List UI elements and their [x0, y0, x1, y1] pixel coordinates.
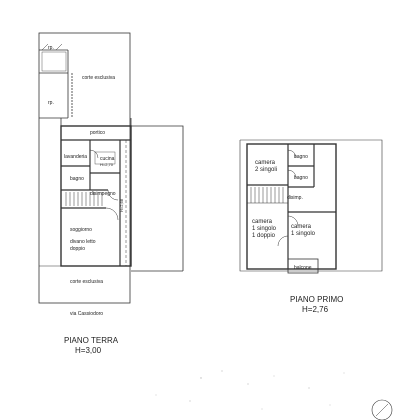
label-side-height: H=2,68: [119, 198, 124, 212]
label-lavanderia: lavanderia: [64, 154, 88, 160]
height-piano-primo: H=2,76: [302, 305, 329, 314]
label-camera-left-1: camera: [255, 160, 276, 166]
height-piano-terra: H=3,00: [75, 346, 102, 355]
label-camera-left-2: 2 singoli: [255, 167, 278, 173]
label-bagno: bagno: [70, 176, 84, 182]
label-cucina-height: H=2,70: [100, 162, 114, 167]
label-camera-br-2: 1 singolo: [291, 231, 316, 237]
label-camera-bl-2: 1 singolo: [252, 226, 277, 232]
label-portico: portico: [90, 130, 106, 136]
title-piano-primo: PIANO PRIMO: [290, 295, 344, 304]
label-corte-top: corte esclusiva: [82, 75, 116, 81]
label-camera-br-1: camera: [291, 224, 312, 230]
label-camera-bl-3: 1 doppio: [252, 233, 276, 239]
label-camera-bl-1: camera: [252, 219, 273, 225]
label-corte-bottom: corte esclusiva: [70, 279, 104, 285]
label-street: via Cassiodoro: [70, 311, 104, 317]
label-rp-top: rp.: [48, 45, 54, 51]
ground-floor-lot-outline: [39, 33, 130, 303]
label-divano-line1: divano letto: [70, 239, 96, 245]
label-disimpegno: disimpegno: [90, 191, 116, 197]
label-rp-mid: rp.: [48, 100, 54, 106]
label-bagno-top: bagno: [294, 154, 308, 160]
label-bagno-mid: bagno: [294, 175, 308, 181]
label-cucina: cucina: [100, 156, 115, 162]
label-disimp: disimp.: [287, 195, 303, 201]
title-piano-terra: PIANO TERRA: [64, 336, 119, 345]
label-divano-line2: doppio: [70, 246, 86, 252]
label-soggiorno: soggiorno: [70, 227, 92, 233]
label-balcone: balcone: [294, 265, 312, 271]
